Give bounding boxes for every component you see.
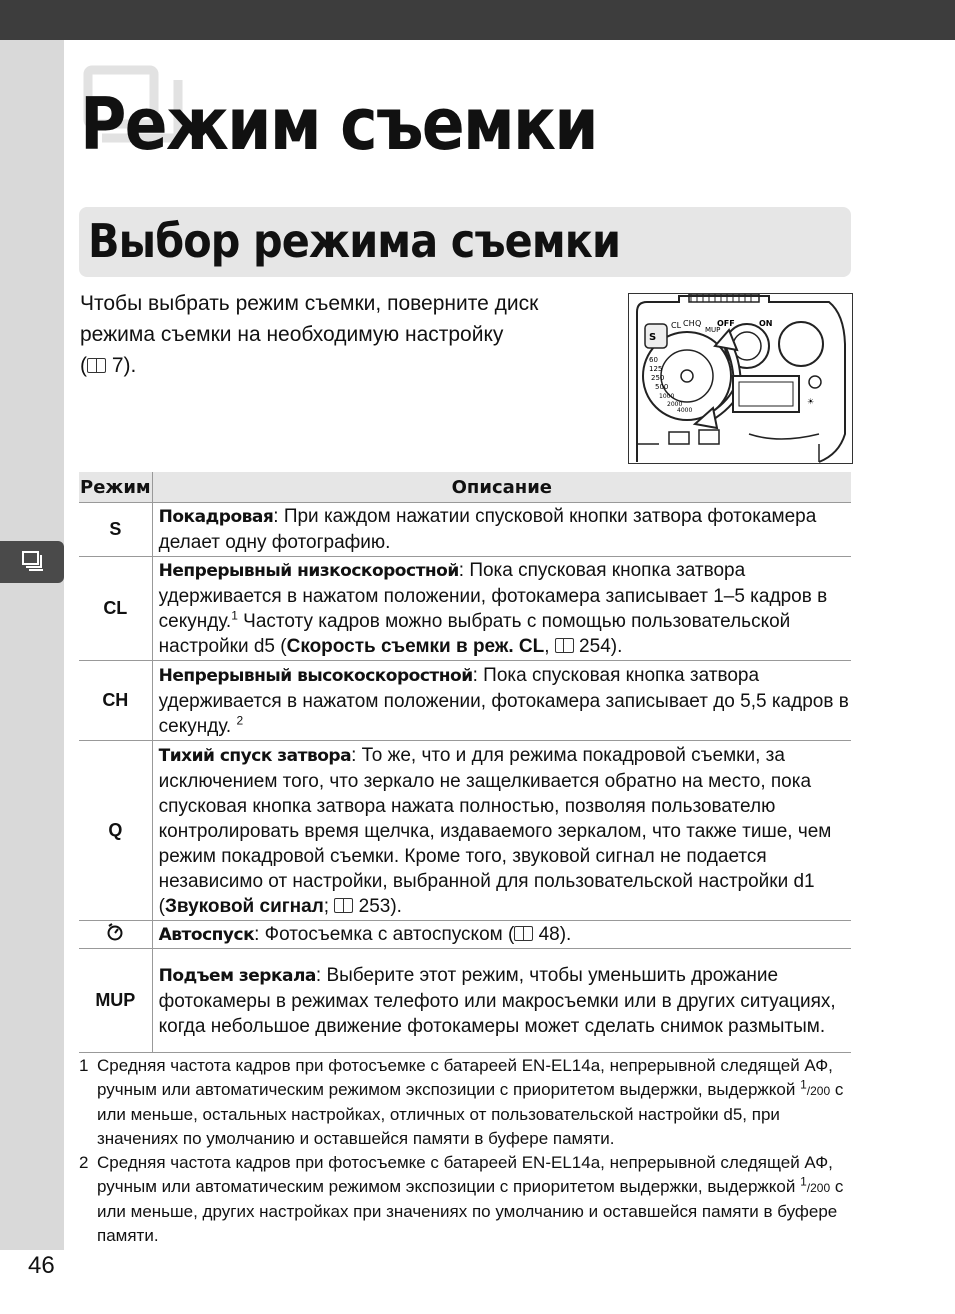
speed-mark: 60 bbox=[649, 356, 658, 364]
mode-text: : Пока спусковая кнопка затвора удерживается в нажатом положении, фотокамера записывает до 5,5 кадров в секунду. bbox=[158, 664, 849, 737]
chapter-tab[interactable] bbox=[0, 541, 64, 583]
off-label: OFF bbox=[717, 319, 735, 328]
mode-description bbox=[152, 921, 851, 949]
mode-text: : Выберите этот режим, чтобы уменьшить дрожание фотокамеры в режимах телефото или макросъемки или в других ситуациях, когда небольшое движение фотокамеры может сделать снимок размытым. bbox=[158, 964, 836, 1037]
mode-symbol-cl: CL bbox=[79, 557, 152, 661]
mode-term: Подъем зеркала bbox=[158, 965, 316, 986]
camera-drawing bbox=[629, 294, 852, 463]
mode-term: Покадровая bbox=[158, 507, 274, 527]
setting-name: Скорость съемки в реж. CL bbox=[286, 636, 545, 657]
mode-term: Непрерывный низкоскоростной bbox=[158, 561, 459, 581]
mode-symbol-q: Q bbox=[79, 741, 152, 921]
page-ref-icon bbox=[87, 358, 106, 373]
speed-mark: 250 bbox=[651, 374, 665, 382]
intro-text: Чтобы выбрать режим съемки, поверните диск режима съемки на необходимую настройку bbox=[80, 292, 539, 346]
mode-text: : При каждом нажатии спусковой кнопки затвора фотокамера делает одну фотографию. bbox=[158, 506, 817, 553]
self-timer-icon bbox=[106, 923, 124, 941]
mode-text: Частоту кадров можно выбрать с помощью пользовательской настройки d5 ( bbox=[158, 611, 791, 657]
speed-mark: 4000 bbox=[677, 407, 693, 414]
mode-text: ; bbox=[323, 895, 335, 917]
intro-ref-page[interactable]: 7). bbox=[106, 354, 137, 377]
footnotes bbox=[79, 1054, 854, 1248]
speed-mark: 1000 bbox=[659, 393, 675, 400]
camera-dial-illustration bbox=[628, 293, 853, 464]
header-mode: Режим bbox=[79, 472, 152, 503]
footnote-text: с или меньше, других настройках при значениях по умолчанию и оставшейся памяти в буфере памяти. bbox=[97, 1177, 844, 1245]
dial-mark-s: S bbox=[649, 332, 657, 343]
mode-description bbox=[152, 949, 851, 1053]
table-row bbox=[79, 503, 851, 557]
page-ref-icon bbox=[514, 926, 533, 941]
mode-text: : То же, что и для режима покадровой съемки, за исключением того, что зеркало не защелкивается обратно на место, пока спусковая кнопка затвора нажата полностью, позволяя пользователю контролировать время щелчка, издаваемого зеркалом, что также тише, чем режим покадровой съемки. Кроме того, звуковой сигнал не подается независимо от настройки, выбранной для пользовательской настройки d1 ( bbox=[158, 744, 832, 917]
footnote-number: 2 bbox=[79, 1153, 89, 1172]
page-ref-icon bbox=[334, 898, 353, 913]
section-title: Выбор режима съемки bbox=[88, 214, 621, 268]
fraction-numerator: 1 bbox=[800, 1077, 807, 1092]
speed-mark: 500 bbox=[655, 383, 669, 391]
intro-ref-open: ( bbox=[80, 354, 87, 377]
footnote-text: Средняя частота кадров при фотосъемке с батареей EN-EL14a, непрерывной следящей АФ, ручным или автоматическим режимом экспозиции с приоритетом выдержки, выдержкой bbox=[97, 1056, 833, 1099]
header-description: Описание bbox=[152, 472, 851, 503]
table-row bbox=[79, 949, 851, 1053]
setting-name: Звуковой сигнал bbox=[164, 895, 324, 917]
dial-mark-cl: CL bbox=[671, 321, 682, 330]
on-label: ON bbox=[759, 319, 773, 328]
table-row bbox=[79, 741, 851, 921]
mode-term: Тихий спуск затвора bbox=[158, 745, 352, 766]
footnote-2 bbox=[79, 1151, 854, 1248]
side-bar bbox=[0, 40, 64, 1250]
mode-description bbox=[152, 503, 851, 557]
mode-symbol-self-timer bbox=[79, 921, 152, 949]
footnote-mark: 2 bbox=[236, 713, 244, 728]
speed-mark: 2000 bbox=[667, 401, 683, 408]
footnote-text: Средняя частота кадров при фотосъемке с батареей EN-EL14a, непрерывной следящей АФ, ручным или автоматическим режимом экспозиции с приоритетом выдержки, выдержкой bbox=[97, 1153, 833, 1196]
speed-mark: 125 bbox=[649, 365, 663, 373]
fraction-denominator: /200 bbox=[806, 1084, 831, 1098]
footnote-text: с или меньше, остальных настройках, отличных от пользовательской настройки d5, при значениях по умолчанию и оставшейся памяти в буфере памяти. bbox=[97, 1080, 844, 1148]
fraction-numerator: 1 bbox=[800, 1174, 807, 1189]
mode-symbol-mup: MUP bbox=[79, 949, 152, 1053]
fraction-denominator: /200 bbox=[806, 1181, 831, 1195]
page-ref[interactable]: 48). bbox=[533, 923, 572, 945]
intro-paragraph bbox=[80, 288, 610, 381]
page-ref[interactable]: 253). bbox=[353, 895, 402, 917]
table-row bbox=[79, 557, 851, 661]
release-mode-table bbox=[79, 472, 851, 1053]
footnote-1 bbox=[79, 1054, 854, 1151]
table-row bbox=[79, 921, 851, 949]
page-ref[interactable]: 254). bbox=[573, 636, 623, 657]
mode-symbol-ch: CH bbox=[79, 661, 152, 741]
mode-symbol-s: S bbox=[79, 503, 152, 557]
page-number: 46 bbox=[28, 1252, 55, 1279]
mode-term: Непрерывный высокоскоростной bbox=[158, 665, 473, 686]
footnote-number: 1 bbox=[79, 1056, 89, 1075]
dial-mark-mup: MUP bbox=[705, 326, 721, 334]
dial-mark-ch: CH bbox=[683, 319, 695, 328]
mode-text: : Фотосъемка с автоспуском ( bbox=[254, 923, 515, 945]
mode-text: : Пока спусковая кнопка затвора удерживается в нажатом положении, фотокамера записывает 1–5 кадров в секунду. bbox=[158, 560, 828, 632]
table-header-row bbox=[79, 472, 851, 503]
dial-mark-q: Q bbox=[695, 319, 702, 328]
illumination-mark: ☀ bbox=[807, 397, 815, 406]
mode-description bbox=[152, 557, 851, 661]
page-ref-icon bbox=[555, 638, 574, 653]
table-row bbox=[79, 661, 851, 741]
chapter-title: Режим съемки bbox=[80, 82, 597, 166]
mode-text: , bbox=[544, 636, 555, 657]
mode-term: Автоспуск bbox=[158, 924, 255, 945]
top-bar bbox=[0, 0, 955, 40]
mode-description bbox=[152, 661, 851, 741]
release-mode-icon bbox=[22, 551, 44, 573]
mode-description bbox=[152, 741, 851, 921]
footnote-mark: 1 bbox=[231, 608, 238, 623]
